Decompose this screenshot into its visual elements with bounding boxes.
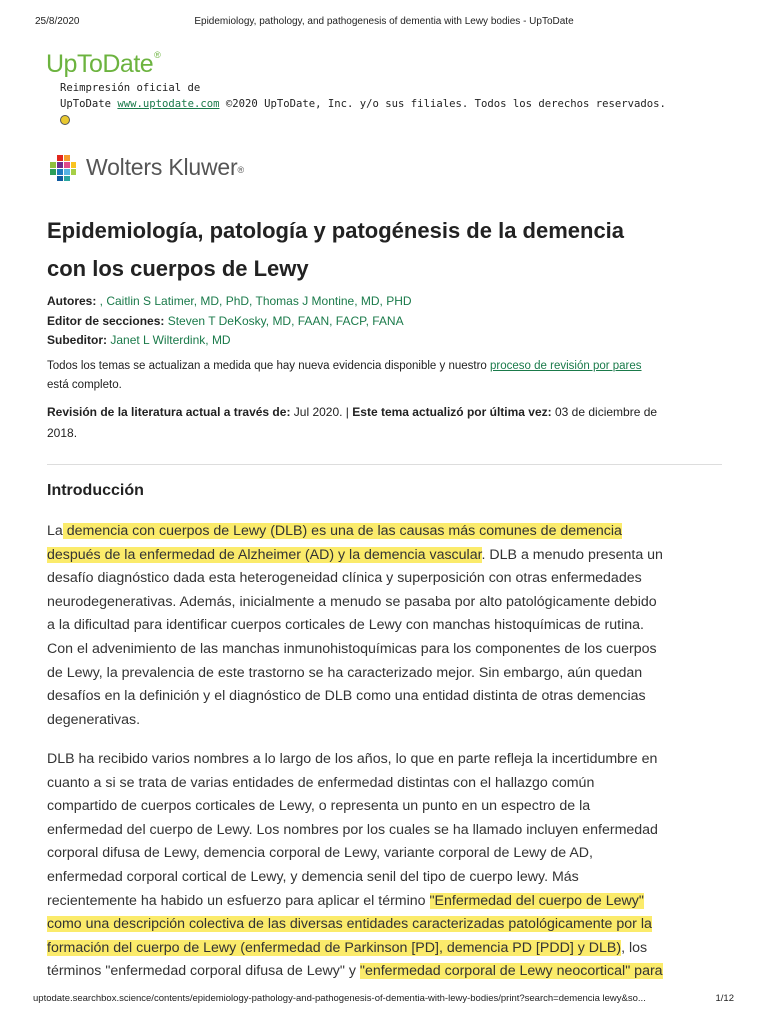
reprint-line1: Reimpresión oficial de [60, 82, 201, 94]
print-title: Epidemiology, pathology, and pathogenesis of dementia with Lewy bodies - UpToDate [194, 16, 574, 27]
editor-link[interactable]: Steven T DeKosky, MD, FAAN, FACP, FANA [167, 314, 404, 328]
article-title: Epidemiología, patología y patogénesis de la demencia con los cuerpos de Lewy [47, 218, 625, 281]
reprint-prefix: UpToDate [60, 98, 118, 110]
brand-name: UpToDate [46, 50, 154, 78]
reprint-notice [60, 80, 666, 128]
divider [47, 464, 722, 465]
print-url: uptodate.searchbox.science/contents/epidemiology-pathology-and-pathogenesis-of-dementia-with-lewy-bodies/print?search=demencia lewy&so... [33, 993, 646, 1004]
brand-trademark: ® [154, 50, 161, 60]
authors-links[interactable]: , Caitlin S Latimer, MD, PhD, Thomas J Montine, MD, PHD [96, 294, 412, 308]
review-info: Revisión de la literatura actual a través de: Jul 2020. | Este tema actualizó por última vez: 03 de diciembre de 2018. [47, 405, 658, 440]
uptodate-logo [46, 50, 160, 79]
subeditor-link[interactable]: Janet L Wilterdink, MD [110, 333, 231, 347]
print-date: 25/8/2020 [35, 16, 80, 27]
print-footer [0, 993, 768, 1007]
print-header [0, 16, 768, 32]
info-icon [60, 115, 70, 125]
page-number: 1/12 [715, 993, 734, 1004]
section-title: Introducción [47, 482, 144, 499]
update-note: Todos los temas se actualizan a medida que hay nueva evidencia disponible y nuestro proceso de revisión por pares está completo. [47, 360, 642, 391]
intro-paragraph-2: DLB ha recibido varios nombres a lo largo de los años, lo que en parte refleja la incertidumbre en cuanto a si se trata de varias entidades de enfermedad distintas con el hallazgo común compartido de cuerpos corticales de Lewy, o representa un punto en un espectro de la enfermedad del cuerpo de Lewy. Los nombres por los cuales se ha llamado incluyen enfermedad corporal difusa de Lewy, demencia corporal de Lewy, variante corporal de Lewy de AD, enfermedad corporal cortical de Lewy, y demencia senil del tipo de cuerpo lewy. Más recientemente ha habido un esfuerzo para aplicar el término "Enfermedad del cuerpo de Lewy" como una descripción colectiva de las diversas entidades caracterizadas patológicamente por la formación del cuerpo de Lewy (enfermedad de Parkinson [PD], demencia PD [PDD] y DLB), los términos "enfermedad corporal difusa de Lewy" y "enfermedad corporal de Lewy neocortical" para [47, 751, 663, 980]
reprint-copyright: ©2020 UpToDate, Inc. y/o sus filiales. Todos los derechos reservados. [219, 98, 666, 110]
uptodate-link[interactable]: www.uptodate.com [117, 98, 220, 110]
subeditor-line: Subeditor: Janet L Wilterdink, MD [47, 333, 231, 347]
editor-line: Editor de secciones: Steven T DeKosky, MD, FAAN, FACP, FANA [47, 314, 404, 328]
authors-line: Autores: , Caitlin S Latimer, MD, PhD, Thomas J Montine, MD, PHD [47, 294, 412, 308]
intro-paragraph-1: La demencia con cuerpos de Lewy (DLB) es una de las causas más comunes de demencia después de la enfermedad de Alzheimer (AD) y la demencia vascular. DLB a menudo presenta un desafío diagnóstico dada esta heterogeneidad clínica y superposición con otras enfermedades neurodegenerativas. Además, inicialmente a menudo se pasaba por alto patológicamente debido a la dificultad para identificar cuerpos corticales de Lewy con manchas histoquímicas de rutina. Con el advenimiento de las manchas inmunohistoquímicas para los componentes de los cuerpos de Lewy, la prevalencia de este trastorno se ha caracterizado mejor. Sin embargo, aún quedan desafíos en la definición y el diagnóstico de DLB como una entidad distinta de otras demencias degenerativas. [47, 523, 663, 728]
publisher-name: Wolters Kluwer® [86, 154, 244, 180]
peer-review-link[interactable]: proceso de revisión por pares [490, 360, 642, 372]
wolters-kluwer-logo-icon [47, 152, 79, 184]
